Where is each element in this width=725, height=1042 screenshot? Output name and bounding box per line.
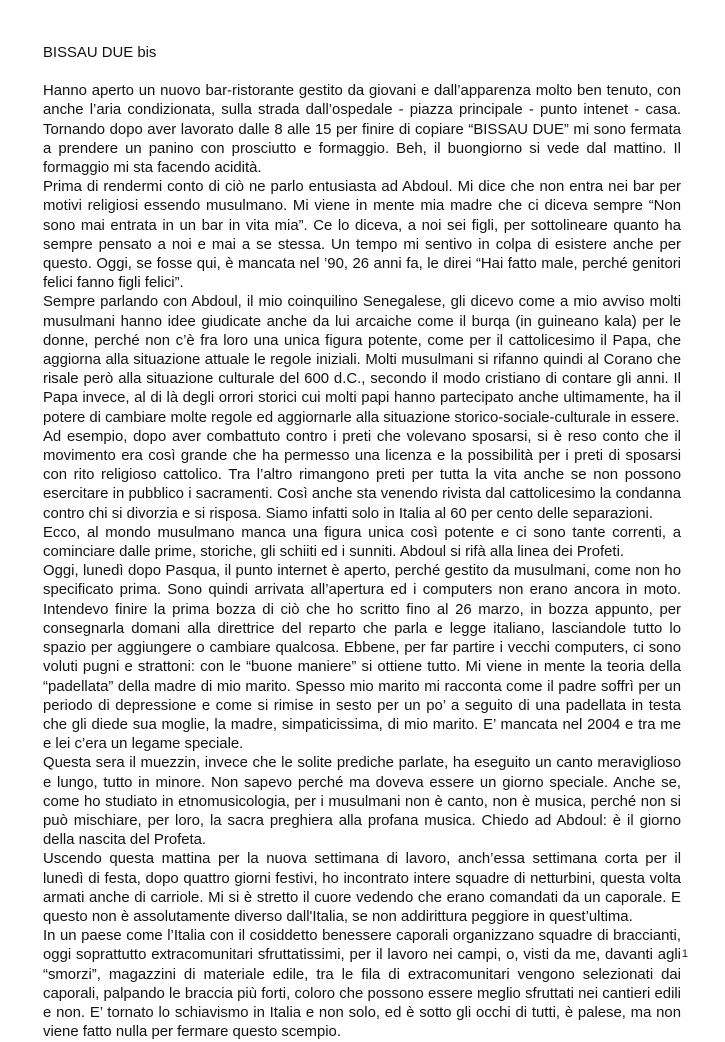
- page-number: 1: [681, 948, 688, 960]
- paragraph: Questa sera il muezzin, invece che le solite prediche parlate, ha eseguito un canto meraviglioso e lungo, tutto in minore. Non sapevo perché ma doveva essere un giorno speciale. Anche se, come ho studiato in etnomusicologia, per i musulmani non è canto, non è musica, perché non si può mischiare, per loro, la sacra preghiera alla profana musica. Chiedo ad Abdoul: è il giorno della nascita del Profeta.: [43, 755, 681, 849]
- paragraph: Oggi, lunedì dopo Pasqua, il punto internet è aperto, perché gestito da musulmani, come non ho specificato prima. Sono quindi arrivata all’apertura ed i computers non erano ancora in moto. Intendevo finire la prima bozza di ciò che ho scritto fino al 26 marzo, in bozza appunto, per consegnarla domani alla direttrice del reparto che parla e legge italiano, lasciandole tutto lo spazio per aggiungere o cambiare qualcosa. Ebbene, per far partire i vecchi computers, ci sono voluti pugni e strattoni: con le “buone maniere” si ottiene tutto. Mi viene in mente la teoria della “padellata” della madre di mio marito. Spesso mio marito mi racconta come il padre soffrì per un periodo di depressione e come si rimise in sesto per un po’ a seguito di una padellata in testa che gli diede sua moglie, la madre, simpaticissima, di mio marito. E’ mancata nel 2004 e tra me e lei c’era un legame speciale.: [43, 563, 681, 753]
- paragraph: Ad esempio, dopo aver combattuto contro i preti che volevano sposarsi, si è reso conto che il movimento era così grande che ha permesso una licenza e la possibilità per i preti di sposarsi con rito religioso cattolico. Tra l’altro rimangono preti per tutta la vita anche se non possono esercitare in pubblico i sacramenti. Così anche sta venendo rivista dal cattolicesimo la condanna contro chi si divorzia e si risposa. Siamo infatti solo in Italia al 60 per cento delle separazioni.: [43, 428, 681, 522]
- document-body: [43, 44, 681, 1042]
- paragraph: Ecco, al mondo musulmano manca una figura unica così potente e ci sono tante correnti, a cominciare dalle prime, storiche, gli schiiti ed i sunniti. Abdoul si rifà alla linea dei Profeti.: [43, 524, 681, 561]
- paragraph: Hanno aperto un nuovo bar-ristorante gestito da giovani e dall’apparenza molto ben tenuto, con anche l’aria condizionata, sulla strada dall’ospedale - piazza principale - punto intenet - casa. Tornando dopo aver lavorato dalle 8 alle 15 per finire di copiare “BISSAU DUE” mi sono fermata a prendere un panino con prosciutto e formaggio. Beh, il buongiorno si vede dal mattino. Il formaggio mi sta facendo acidità.: [43, 83, 681, 177]
- document-title: BISSAU DUE bis: [43, 45, 157, 61]
- paragraph: Uscendo questa mattina per la nuova settimana di lavoro, anch’essa settimana corta per il lunedì di festa, dopo quattro giorni festivi, ho incontrato intere squadre di netturbini, questa volta armati anche di carriole. Mi si è stretto il cuore vedendo che erano comandati da un caporale. E questo non è assolutamente diverso dall'Italia, se non addirittura peggiore in quest’ultima.: [43, 851, 681, 925]
- paragraph: Prima di rendermi conto di ciò ne parlo entusiasta ad Abdoul. Mi dice che non entra nei bar per motivi religiosi essendo musulmano. Mi viene in mente mia madre che ci diceva sempre “Non sono mai entrata in un bar in vita mia”. Ce lo diceva, a noi sei figli, per sottolineare quanto ha sempre pensato a noi e mai a se stessa. Un tempo mi sentivo in colpa di esistere anche per questo. Oggi, se fosse qui, è mancata nel ’90, 26 anni fa, le direi “Hai fatto male, perché genitori felici fanno figli felici”.: [43, 179, 681, 292]
- paragraph: Sempre parlando con Abdoul, il mio coinquilino Senegalese, gli dicevo come a mio avviso molti musulmani hanno idee giudicate anche da lui arcaiche come il burqa (in guineano kala) per le donne, perché non c’è fra loro una unica figura potente, come per il cattolicesimo il Papa, che aggiorna alla situazione attuale le regole iniziali. Molti musulmani si rifanno quindi al Corano che risale però alla situazione culturale del 600 d.C., secondo il modo cristiano di contare gli anni. Il Papa invece, al di là degli orrori storici cui molti papi hanno partecipato anche ultimamente, ha il potere di cambiare molte regole ed aggiornarle alla situazione storico-sociale-culturale in essere.: [43, 294, 681, 426]
- paragraph: In un paese come l’Italia con il cosiddetto benessere caporali organizzano squadre di braccianti, oggi soprattutto extracomunitari sfruttatissimi, per il lavoro nei campi, o, visti da me, davanti agli “smorzi”, magazzini di materiale edile, tra le fila di extracomunitari vengono selezionati dai caporali, palpando le braccia più forti, coloro che possono essere meglio sfruttati nei cantieri edili e non. E’ tornato lo schiavismo in Italia e non solo, ed è sotto gli occhi di tutti, è palese, ma non viene fatto nulla per fermare questo scempio.: [43, 928, 681, 1041]
